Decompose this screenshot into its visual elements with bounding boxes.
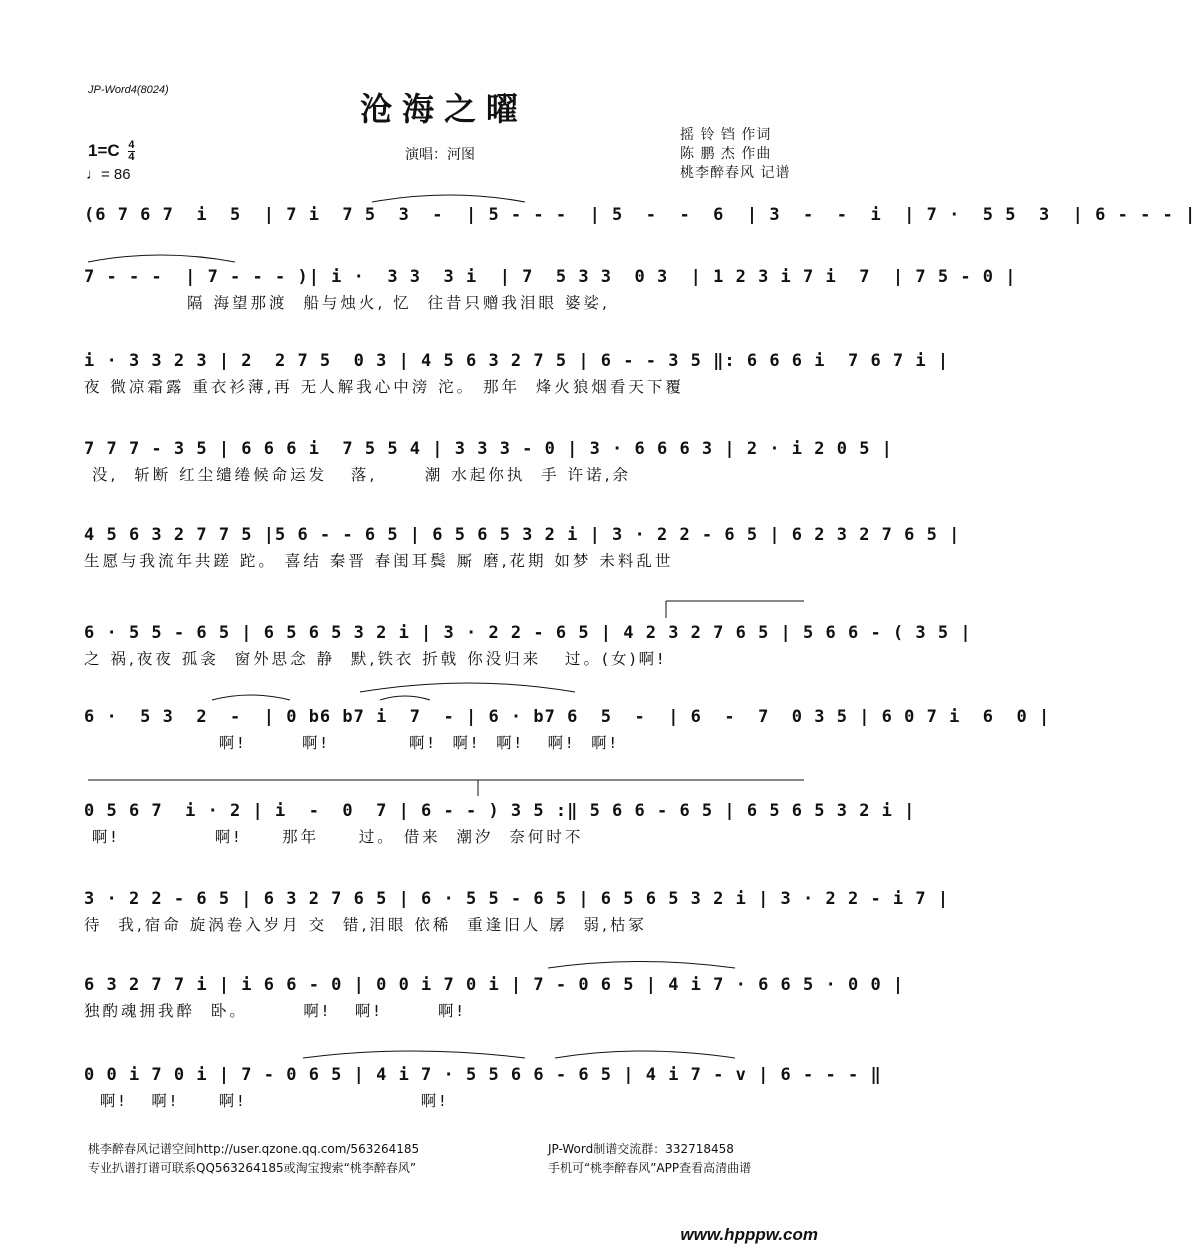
site-watermark: www.hpppw.com [680,1225,818,1244]
lyrics: 待 我,宿命 旋涡卷入岁月 交 错,泪眼 依稀 重逢旧人 孱 弱,枯冢 [84,916,647,934]
footer-contact: 专业扒谱打谱可联系QQ563264185或淘宝搜索“桃李醉春风” [88,1161,417,1175]
footer-app: 手机可“桃李醉春风”APP查看高清曲谱 [548,1161,752,1175]
notation: 6 · 5 3 2 - | 0 b6 b7 i 7 - | 6 · b7 6 5 - | 6 - 7 0 3 5 | 6 0 7 i 6 0 | [84,707,1051,727]
lyricist-credit: 摇 铃 铛 作词 [680,127,772,143]
time-sig-bottom: 4 [128,151,135,163]
time-sig-top: 4 [128,139,135,151]
notation: i · 3 3 2 3 | 2 2 7 5 0 3 | 4 5 6 3 2 7 5 | 6 - - 3 5 ‖: 6 6 6 i 7 6 7 i | [84,351,950,371]
lyrics: 夜 微凉霜露 重衣衫薄,再 无人解我心中滂 沱。 那年 烽火狼烟看天下覆 [84,378,684,396]
footer-qzone: 桃李醉春风记谱空间http://user.qzone.qq.com/563264185 [88,1142,420,1156]
notation: 6 3 2 7 7 i | i 6 6 - 0 | 0 0 i 7 0 i | 7 - 0 6 5 | 4 i 7 · 6 6 5 · 0 0 | [84,975,905,995]
lyrics: 隔 海望那渡 船与烛火, 忆 往昔只赠我泪眼 婆娑, [84,294,610,312]
singer-credit: 演唱：河图 [405,147,475,163]
notation: 4 5 6 3 2 7 7 5 |5 6 - - 6 5 | 6 5 6 5 3 2 i | 3 · 2 2 - 6 5 | 6 2 3 2 7 6 5 | [84,525,961,545]
software-label: JP-Word4(8024) [88,84,169,96]
tempo-marking: ♩= 86 [86,166,131,183]
lyrics: 啊! 啊! 啊! 啊! 啊! 啊! 啊! [84,734,619,752]
lyrics: 独酌魂拥我醉 卧。 啊! 啊! 啊! [84,1002,466,1020]
notation: 7 7 7 - 3 5 | 6 6 6 i 7 5 5 4 | 3 3 3 - 0 | 3 · 6 6 6 3 | 2 · i 2 0 5 | [84,439,893,459]
key-label: 1=C [88,140,120,160]
lyrics: 啊! 啊! 那年 过。 借来 潮汐 奈何时不 [84,828,584,846]
lyrics: 啊! 啊! 啊! 啊! [84,1092,449,1110]
notation: 6 · 5 5 - 6 5 | 6 5 6 5 3 2 i | 3 · 2 2 - 6 5 | 4 2 3 2 7 6 5 | 5 6 6 - ( 3 5 | [84,623,972,643]
transcriber-credit: 桃李醉春风 记谱 [680,165,791,181]
notation: 0 0 i 7 0 i | 7 - 0 6 5 | 4 i 7 · 5 5 6 6 - 6 5 | 4 i 7 - v | 6 - - - ‖ [84,1065,882,1085]
lyrics: 之 祸,夜夜 孤衾 窗外思念 静 默,铁衣 折戟 你没归来 过。(女)啊! [84,650,667,668]
key-signature [88,140,135,163]
lyrics: 生愿与我流年共蹉 跎。 喜结 秦晋 春闺耳鬓 厮 磨,花期 如梦 未料乱世 [84,552,674,570]
time-signature [128,140,134,163]
song-title: 沧海之曜 [359,90,528,128]
lyrics: 没, 斩断 红尘缱绻候命运发 落, 潮 水起你执 手 许诺,余 [84,466,632,484]
notation: 0 5 6 7 i · 2 | i - 0 7 | 6 - - ) 3 5 :‖ 5 6 6 - 6 5 | 6 5 6 5 3 2 i | [84,801,916,821]
footer-group: JP-Word制谱交流群：332718458 [548,1142,734,1156]
notation: 3 · 2 2 - 6 5 | 6 3 2 7 6 5 | 6 · 5 5 - 6 5 | 6 5 6 5 3 2 i | 3 · 2 2 - i 7 | [84,889,950,909]
composer-credit: 陈 鹏 杰 作曲 [680,146,772,162]
notation: (6 7 6 7 i 5 | 7 i 7 5 3 - | 5 - - - | 5 - - 6 | 3 - - i | 7 · 5 5 3 | 6 - - - | [84,205,1196,225]
notation: 7 - - - | 7 - - - )| i · 3 3 3 i | 7 5 3 3 0 3 | 1 2 3 i 7 i 7 | 7 5 - 0 | [84,267,1017,287]
